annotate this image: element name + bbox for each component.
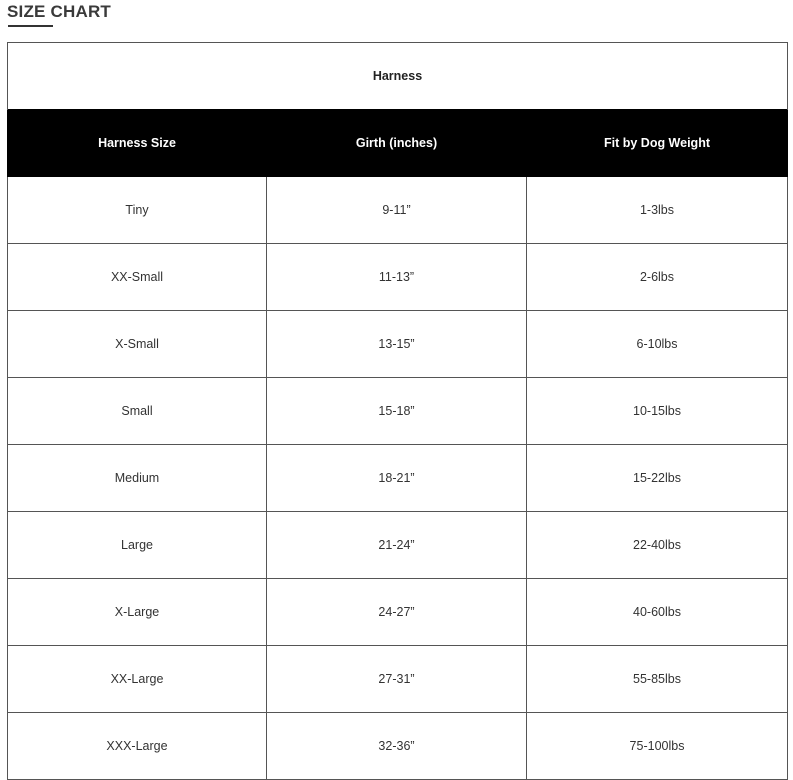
harness-size-cell: X-Small [8,311,267,378]
harness-size-cell: Large [8,512,267,579]
dog-weight-cell: 15-22lbs [527,445,788,512]
girth-cell: 15-18” [267,378,527,445]
table-header-row [8,110,788,177]
table-row [8,378,788,445]
table-row [8,445,788,512]
dog-weight-cell: 1-3lbs [527,177,788,244]
column-header-harness-size: Harness Size [8,110,267,177]
dog-weight-cell: 2-6lbs [527,244,788,311]
girth-cell: 21-24” [267,512,527,579]
dog-weight-cell: 40-60lbs [527,579,788,646]
girth-cell: 24-27” [267,579,527,646]
girth-cell: 13-15” [267,311,527,378]
harness-size-cell: X-Large [8,579,267,646]
harness-size-cell: Tiny [8,177,267,244]
girth-cell: 27-31” [267,646,527,713]
girth-cell: 18-21” [267,445,527,512]
page-title: SIZE CHART [7,2,111,21]
dog-weight-cell: 75-100lbs [527,713,788,780]
dog-weight-cell: 55-85lbs [527,646,788,713]
girth-cell: 11-13” [267,244,527,311]
harness-size-cell: XX-Large [8,646,267,713]
harness-size-cell: XXX-Large [8,713,267,780]
table-row [8,646,788,713]
table-caption-row [8,43,788,110]
table-row [8,713,788,780]
table-row [8,512,788,579]
table-row [8,579,788,646]
table-row [8,244,788,311]
table-row [8,177,788,244]
harness-size-cell: Small [8,378,267,445]
column-header-dog-weight: Fit by Dog Weight [527,110,788,177]
harness-size-cell: Medium [8,445,267,512]
dog-weight-cell: 6-10lbs [527,311,788,378]
girth-cell: 32-36” [267,713,527,780]
dog-weight-cell: 22-40lbs [527,512,788,579]
title-underline [8,25,53,27]
size-chart-table [7,42,788,780]
table-caption: Harness [8,43,788,110]
dog-weight-cell: 10-15lbs [527,378,788,445]
girth-cell: 9-11” [267,177,527,244]
harness-size-cell: XX-Small [8,244,267,311]
column-header-girth: Girth (inches) [267,110,527,177]
table-row [8,311,788,378]
